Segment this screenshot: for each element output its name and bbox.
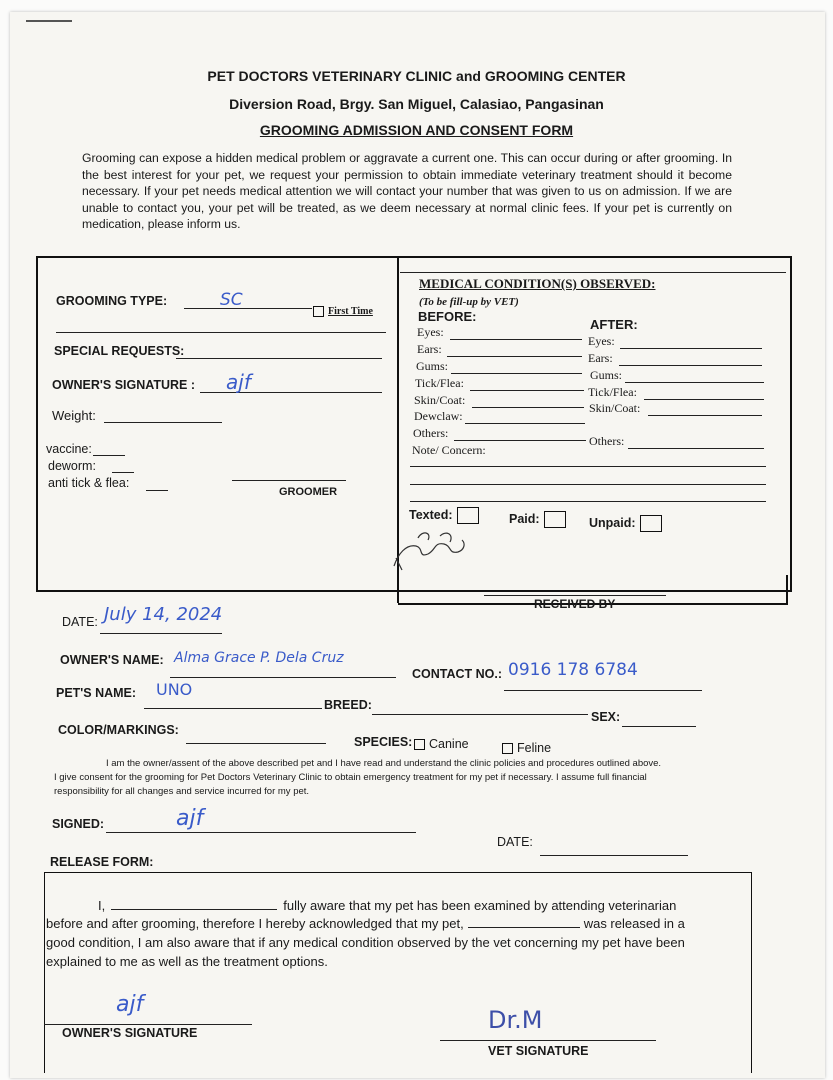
texted-label: Texted:: [409, 507, 453, 522]
release-line-1-end: fully aware that my pet has been examined by attending veterinarian: [283, 898, 677, 913]
release-line-2: [46, 914, 738, 933]
weight-field[interactable]: [104, 422, 222, 423]
feline-checkbox[interactable]: [502, 743, 513, 754]
consent-line-2: I give consent for the grooming for Pet Doctors Veterinary Clinic to obtain emergency treatment for my pet if necessary. I assume full financial: [54, 772, 647, 783]
note-field-line-3[interactable]: [410, 501, 766, 502]
deworm-label: deworm:: [48, 459, 96, 473]
vet-signature[interactable]: Dr.M: [488, 1006, 543, 1034]
pet-name-line: [144, 708, 322, 709]
before-skincoat-label: Skin/Coat:: [414, 393, 466, 407]
medical-title: MEDICAL CONDITION(S) OBSERVED:: [419, 276, 656, 291]
first-time-label: First Time: [328, 306, 373, 317]
sex-label: SEX:: [591, 710, 621, 724]
contact-line: [504, 690, 702, 691]
note-field-line-2[interactable]: [410, 484, 766, 485]
medical-divider: [400, 272, 786, 273]
date-line: [100, 633, 222, 634]
release-pet-field[interactable]: [468, 927, 580, 928]
after-gums-field[interactable]: [625, 382, 764, 383]
before-ears-label: Ears:: [417, 342, 442, 356]
date-field[interactable]: July 14, 2024: [104, 604, 223, 625]
signed-field[interactable]: ajf: [176, 806, 204, 831]
vet-signature-line: [440, 1040, 656, 1041]
after-gums-label: Gums:: [590, 368, 623, 382]
release-line-4: explained to me as well as the treatment options.: [46, 954, 328, 969]
received-box-right: [786, 575, 788, 603]
breed-label: BREED:: [324, 698, 372, 712]
breed-field[interactable]: [372, 714, 588, 715]
color-markings-label: COLOR/MARKINGS:: [58, 723, 179, 737]
pet-name-field[interactable]: UNO: [156, 680, 193, 699]
consent-date-label: DATE:: [497, 835, 533, 849]
before-others-field[interactable]: [454, 440, 586, 441]
received-by-line: [484, 595, 666, 596]
release-title: RELEASE FORM:: [50, 855, 154, 869]
contact-label: CONTACT NO.:: [412, 667, 503, 681]
release-line-2-end: was released in a: [583, 916, 685, 931]
release-line-1-start: I,: [98, 898, 106, 913]
antitick-label: anti tick & flea:: [48, 476, 130, 490]
date-label: DATE:: [62, 615, 98, 629]
before-eyes-field[interactable]: [450, 339, 582, 340]
weight-label: Weight:: [52, 408, 96, 423]
unpaid-label: Unpaid:: [589, 515, 636, 530]
paid-checkbox[interactable]: [509, 511, 566, 528]
after-others-label: Others:: [589, 434, 625, 448]
release-line-1: [46, 896, 738, 915]
pet-name-label: PET'S NAME:: [56, 686, 137, 700]
clinic-address: Diversion Road, Brgy. San Miguel, Calasiao, Pangasinan: [229, 96, 604, 112]
grooming-type-label: GROOMING TYPE:: [56, 294, 168, 308]
antitick-field[interactable]: [146, 490, 168, 491]
paid-box[interactable]: [544, 511, 566, 528]
grooming-type-line: [184, 308, 312, 309]
signed-line: [106, 832, 416, 833]
owner-name-label: OWNER'S NAME:: [60, 653, 164, 667]
first-time-checkbox[interactable]: [313, 306, 373, 317]
note-label: Note/ Concern:: [412, 443, 486, 457]
texted-checkbox[interactable]: [409, 507, 479, 524]
before-gums-label: Gums:: [416, 359, 449, 373]
before-ears-field[interactable]: [447, 356, 582, 357]
owner-name-line: [170, 677, 396, 678]
groomer-label: GROOMER: [279, 486, 338, 498]
before-tickflea-field[interactable]: [470, 390, 584, 391]
unpaid-checkbox[interactable]: [589, 515, 662, 532]
after-eyes-field[interactable]: [620, 348, 762, 349]
feline-label: Feline: [517, 741, 552, 755]
owner-signature-label: OWNER'S SIGNATURE :: [52, 378, 196, 392]
after-others-field[interactable]: [628, 448, 764, 449]
scan-mark: [26, 20, 72, 22]
release-owner-signature[interactable]: ajf: [116, 992, 144, 1017]
after-tickflea-field[interactable]: [644, 399, 764, 400]
after-eyes-label: Eyes:: [588, 334, 615, 348]
texted-box[interactable]: [457, 507, 479, 524]
before-eyes-label: Eyes:: [417, 325, 444, 339]
color-markings-field[interactable]: [186, 743, 326, 744]
after-label: AFTER:: [590, 317, 638, 332]
feline-option[interactable]: [502, 741, 551, 755]
release-name-field[interactable]: [111, 909, 277, 910]
consent-line-1: I am the owner/assent of the above described pet and I have read and understand the clinic policies and procedures outlined above.: [106, 758, 662, 769]
after-skincoat-label: Skin/Coat:: [589, 401, 641, 415]
deworm-field[interactable]: [112, 472, 134, 473]
before-others-label: Others:: [413, 426, 449, 440]
vaccine-label: vaccine:: [46, 442, 92, 456]
after-skincoat-field[interactable]: [648, 415, 762, 416]
before-skincoat-field[interactable]: [472, 407, 584, 408]
after-ears-label: Ears:: [588, 351, 613, 365]
owner-signature-field[interactable]: ajf: [226, 370, 251, 394]
special-requests-label: SPECIAL REQUESTS:: [54, 344, 185, 358]
contact-field[interactable]: 0916 178 6784: [508, 660, 638, 680]
consent-date-field[interactable]: [540, 855, 688, 856]
release-owner-signature-line: [44, 1024, 252, 1025]
canine-checkbox[interactable]: [414, 739, 425, 750]
species-label: SPECIES:: [354, 735, 413, 749]
vaccine-field[interactable]: [93, 455, 125, 456]
signed-label: SIGNED:: [52, 817, 105, 831]
canine-label: Canine: [429, 737, 469, 751]
canine-option[interactable]: [414, 737, 469, 751]
before-dewclaw-label: Dewclaw:: [414, 409, 463, 423]
paid-label: Paid:: [509, 511, 540, 526]
received-by-label: RECEIVED BY: [534, 597, 616, 611]
release-owner-signature-label: OWNER'S SIGNATURE: [62, 1026, 198, 1040]
before-tickflea-label: Tick/Flea:: [415, 376, 464, 390]
after-ears-field[interactable]: [619, 365, 762, 366]
after-tickflea-label: Tick/Flea:: [588, 385, 637, 399]
intro-paragraph: Grooming can expose a hidden medical problem or aggravate a current one. This can occur during or after grooming. In the best interest for your pet, we request your permission to obtain immediate veterinary treatment should it become necessary. If your pet needs medical attention we will contact your number that was given to us on admission. If we are unable to contact you, your pet will be treated, as we deem necessary at normal clinic fees. If your pet is currently on medication, please inform us.: [82, 151, 732, 231]
before-label: BEFORE:: [418, 309, 477, 324]
groomer-scribble-graphic: [388, 524, 472, 572]
special-requests-field[interactable]: [176, 358, 382, 359]
grooming-type-second-line: [56, 332, 386, 333]
consent-line-3: responsibility for all changes and service incurred for my pet.: [54, 786, 310, 797]
before-dewclaw-field[interactable]: [465, 423, 585, 424]
owner-name-field[interactable]: Alma Grace P. Dela Cruz: [174, 650, 344, 666]
first-time-box[interactable]: [313, 306, 324, 317]
sex-field[interactable]: [622, 726, 696, 727]
release-line-3: good condition, I am also aware that if any medical condition observed by the vet concerning my pet have been: [46, 935, 685, 950]
form-title: GROOMING ADMISSION AND CONSENT FORM: [259, 122, 574, 138]
vet-signature-label: VET SIGNATURE: [488, 1044, 589, 1058]
unpaid-box[interactable]: [640, 515, 662, 532]
note-field-line-1[interactable]: [410, 466, 766, 467]
before-gums-field[interactable]: [451, 373, 582, 374]
medical-subtitle: (To be fill-up by VET): [419, 296, 519, 308]
grooming-type-field[interactable]: SC: [220, 290, 243, 310]
groomer-line: [232, 480, 346, 481]
clinic-name: PET DOCTORS VETERINARY CLINIC and GROOMING CENTER: [207, 68, 626, 84]
release-line-2-start: before and after grooming, therefore I hereby acknowledged that my pet,: [46, 916, 464, 931]
